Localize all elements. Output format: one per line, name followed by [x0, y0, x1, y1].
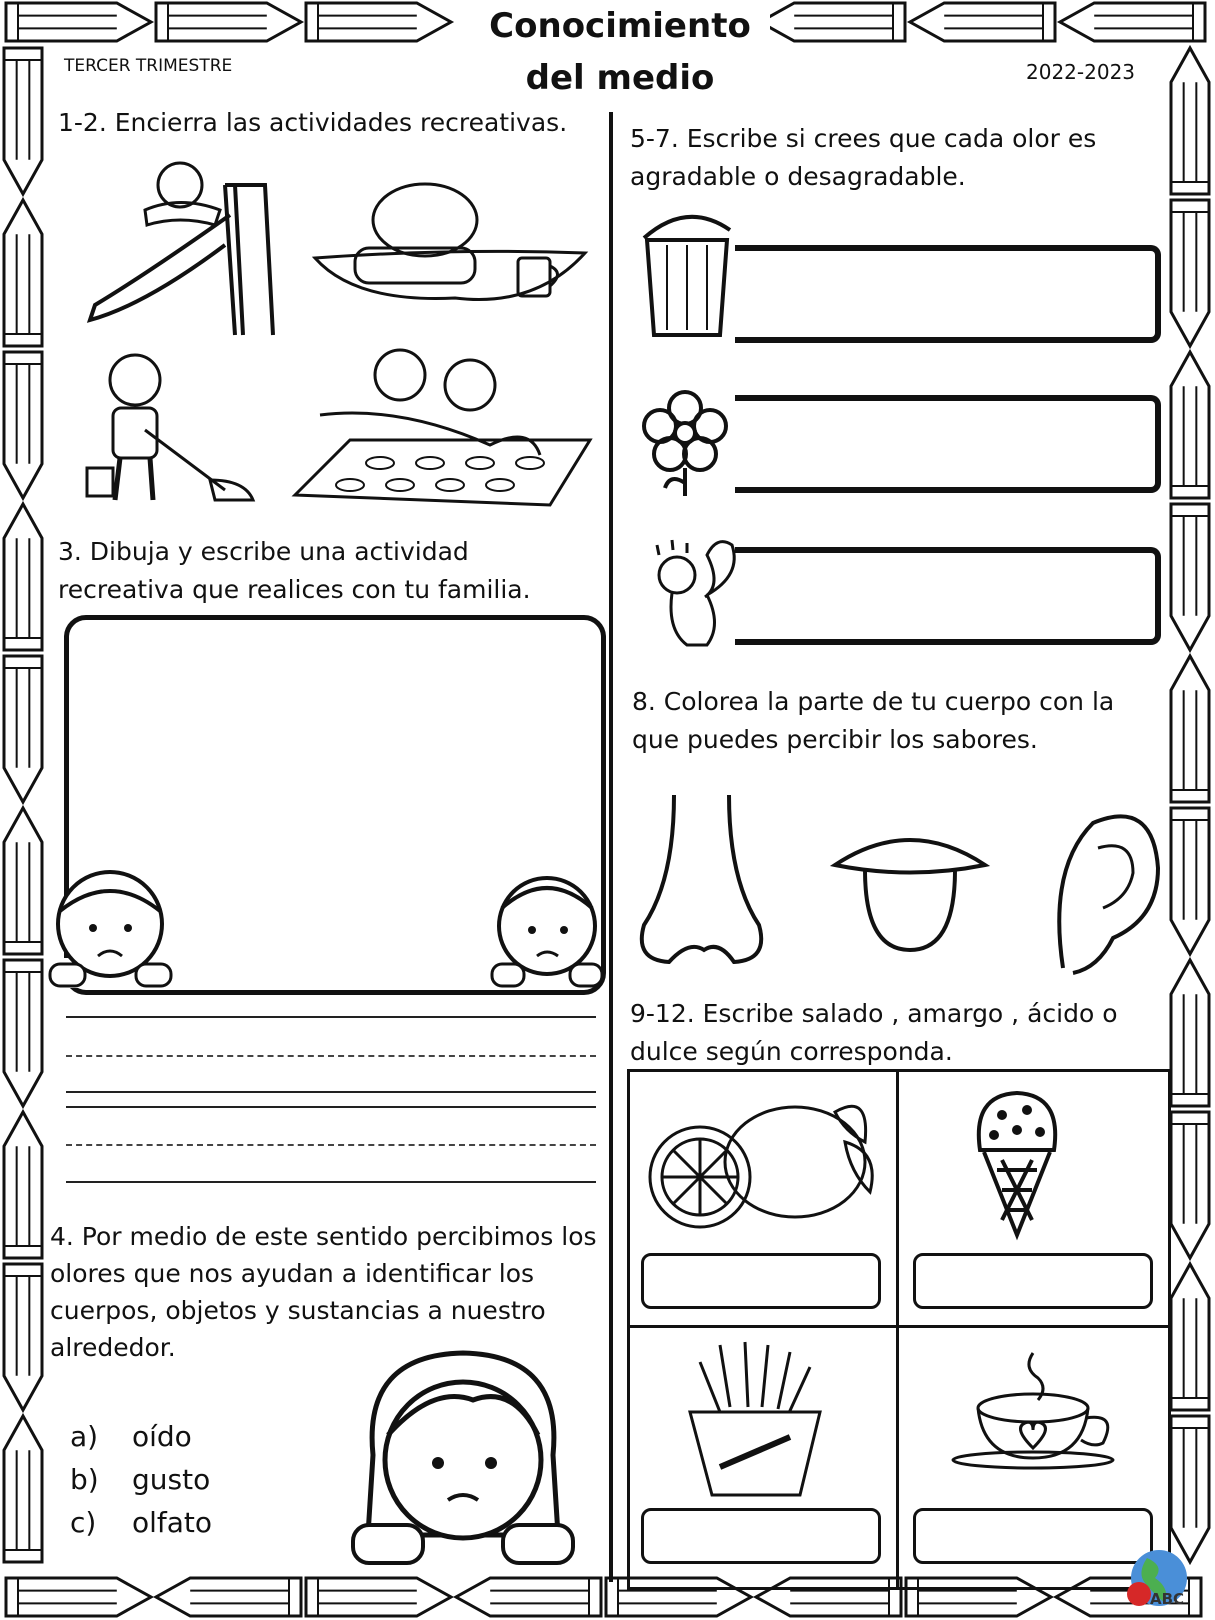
question-4-line1: 4. Por medio de este sentido percibimos los: [50, 1222, 597, 1251]
tea-cup-icon: [953, 1348, 1123, 1468]
pencil-icon: [4, 200, 42, 346]
pencil-icon: [4, 960, 42, 1106]
pencil-icon: [456, 1578, 601, 1616]
pencil-icon: [156, 1578, 301, 1616]
slide-child-icon: [85, 155, 290, 340]
option-letter: a): [70, 1420, 99, 1453]
page-title-line2: del medio: [470, 58, 770, 98]
fries-icon: [690, 1337, 820, 1497]
option-text: olfato: [132, 1506, 213, 1539]
pencil-icon: [1171, 504, 1209, 650]
taste-answer-box-tea[interactable]: [913, 1508, 1153, 1564]
pencil-icon: [4, 504, 42, 650]
question-4-line3: cuerpos, objetos y sustancias a nuestro: [50, 1296, 546, 1325]
ear-icon[interactable]: [1043, 808, 1163, 978]
girl-face-icon: [343, 1345, 583, 1570]
question-1-2: 1-2. Encierra las actividades recreativas.: [58, 108, 568, 137]
taste-answer-box-ice-cream[interactable]: [913, 1253, 1153, 1309]
pencil-icon: [1171, 48, 1209, 194]
pencil-icon: [4, 1112, 42, 1258]
page-title-line1: Conocimiento: [470, 6, 770, 46]
sleeping-child-coffee-icon: [315, 178, 600, 308]
option-letter: b): [70, 1463, 99, 1496]
pencil-icon: [4, 808, 42, 954]
question-3-line2: recreativa que realices con tu familia.: [58, 575, 531, 604]
option-a[interactable]: [70, 1415, 192, 1458]
pencil-icon: [1171, 656, 1209, 802]
question-9-12-line2: dulce según corresponda.: [630, 1037, 953, 1066]
pencil-icon: [156, 3, 301, 41]
question-8-line2: que puedes percibir los sabores.: [632, 725, 1038, 754]
term-label: TERCER TRIMESTRE: [64, 56, 233, 76]
smell-answer-box-2[interactable]: [735, 395, 1161, 493]
option-letter: c): [70, 1506, 97, 1539]
pencil-icon: [1171, 352, 1209, 498]
pencil-icon: [4, 656, 42, 802]
question-5-7-line2: agradable o desagradable.: [630, 162, 966, 191]
taste-answer-box-fries[interactable]: [641, 1508, 881, 1564]
grid-divider-horizontal: [630, 1325, 1168, 1328]
writing-line[interactable]: [66, 1091, 596, 1093]
smell-answer-box-1[interactable]: [735, 245, 1161, 343]
question-9-12-line1: 9-12. Escribe salado , amargo , ácido o: [630, 999, 1118, 1028]
pencil-icon: [1171, 1112, 1209, 1258]
smell-answer-box-3[interactable]: [735, 547, 1161, 645]
option-b[interactable]: [70, 1458, 210, 1501]
flower-icon: [640, 388, 730, 498]
pencil-icon: [1171, 808, 1209, 954]
girl-peeking-icon: [48, 866, 173, 991]
pencil-icon: [4, 352, 42, 498]
nose-icon[interactable]: [634, 790, 769, 970]
option-text: gusto: [132, 1463, 211, 1496]
ice-cream-icon: [972, 1090, 1062, 1240]
pencil-icon: [910, 3, 1055, 41]
writing-line[interactable]: [66, 1016, 596, 1018]
writing-line[interactable]: [66, 1181, 596, 1183]
column-divider: [609, 112, 613, 1582]
question-4-line2: olores que nos ayudan a identificar los: [50, 1259, 535, 1288]
writing-guide-dashed: [66, 1144, 596, 1146]
pencil-icon: [1171, 960, 1209, 1106]
mouth-tongue-icon[interactable]: [830, 825, 990, 955]
skunk-icon: [647, 535, 742, 655]
lemon-icon: [645, 1082, 885, 1232]
option-c[interactable]: [70, 1501, 212, 1544]
pencil-icon: [760, 3, 905, 41]
pencil-icon: [4, 48, 42, 194]
pencil-icon: [1171, 1264, 1209, 1410]
pencil-icon: [4, 1416, 42, 1562]
writing-line[interactable]: [66, 1106, 596, 1108]
school-year: 2022-2023: [1026, 60, 1136, 84]
pencil-icon: [1171, 200, 1209, 346]
writing-guide-dashed: [66, 1055, 596, 1057]
trash-can-icon: [642, 200, 734, 340]
pencil-icon: [6, 1578, 151, 1616]
option-text: oído: [132, 1420, 192, 1453]
pencil-icon: [1171, 1416, 1209, 1562]
sweeping-child-icon: [85, 350, 255, 515]
pencil-icon: [1060, 3, 1205, 41]
boy-peeking-icon: [490, 868, 605, 990]
question-8-line1: 8. Colorea la parte de tu cuerpo con la: [632, 687, 1115, 716]
question-4-line4: alrededor.: [50, 1333, 176, 1362]
abc-badge: ABC: [1150, 1590, 1185, 1608]
pencil-icon: [306, 3, 451, 41]
twister-children-icon: [290, 345, 600, 510]
taste-answer-box-lemon[interactable]: [641, 1253, 881, 1309]
question-3-line1: 3. Dibuja y escribe una actividad: [58, 537, 469, 566]
grid-divider-vertical: [896, 1072, 899, 1587]
pencil-icon: [306, 1578, 451, 1616]
pencil-icon: [4, 1264, 42, 1410]
question-5-7-line1: 5-7. Escribe si crees que cada olor es: [630, 124, 1097, 153]
pencil-icon: [6, 3, 151, 41]
